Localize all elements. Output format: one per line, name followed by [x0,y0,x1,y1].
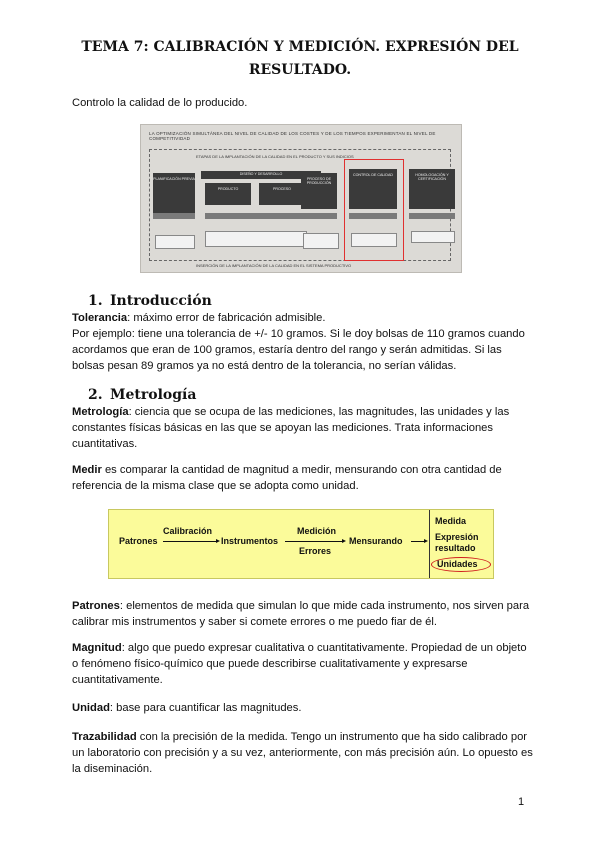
term: Trazabilidad [72,731,137,743]
definition: es comparar la cantidad de magnitud a medir, mensurando con otra cantidad de referencia de la misma clase que se adopta como unidad. [72,464,502,492]
flow-patrones: Patrones [119,536,158,546]
section-heading-metrologia [88,387,196,403]
term: Patrones [72,600,120,612]
intro-text: Controlo la calidad de lo producido. [72,97,248,109]
flow-unidades: Unidades [437,559,478,569]
page-title: TEMA 7: CALIBRACIÓN Y MEDICIÓN. EXPRESIÓN DEL RESULTADO. [81,39,519,78]
section-heading-introduccion [88,293,212,309]
definition: con la precisión de la medida. Tengo un instrumento que ha sido calibrado por un laboratorio con precisión y a su vez, anteriormente, con más precisión aún. Lo opuesto es la diseminación. [72,731,533,775]
trazabilidad-definition [72,729,534,777]
definition: : base para cuantificar las magnitudes. [109,702,302,714]
block-1: PLANIFICACIÓN PREVIA [153,173,195,213]
tolerancia-example: Por ejemplo: tiene una tolerancia de +/- 10 gramos. Si le doy bolsas de 110 gramos cuando acordamos que eran de 100 gramos, estaría dentro del rango y serán admitidas. Si las bolsas pesan 89 gramos ya no está dentro de la tolerancia, no serían válidas. [72,328,525,372]
flow-expresion: Expresión [435,532,479,542]
flow-errores: Errores [299,546,332,556]
definition: : máximo error de fabricación admisible. [127,312,326,324]
note-box-3 [303,233,339,249]
section-title: Introducción [110,293,212,309]
arrow-icon [163,541,217,542]
bracket-line [429,510,430,578]
note-box-1 [155,235,195,249]
section-number: 2. [88,387,103,403]
note-box-5 [411,231,455,243]
block-3: PROCESO [259,183,305,205]
sub-block-2 [205,213,305,219]
term: Medir [72,464,102,476]
flow-mensurando: Mensurando [349,536,403,546]
header-block: DISEÑO Y DESARROLLO [201,171,321,179]
quality-stages-figure [140,124,462,273]
term: Magnitud [72,642,122,654]
measurement-flow-figure [108,509,494,579]
block-5: CONTROL DE CALIDAD [349,169,397,209]
arrow-icon [285,541,343,542]
sub-block-5 [409,213,455,219]
note-box-2 [205,231,307,247]
sub-block-3 [301,213,337,219]
term: Metrología [72,406,129,418]
section-title: Metrología [110,387,197,403]
flow-medicion: Medición [297,526,337,536]
patrones-definition [72,598,534,630]
unidad-definition [72,700,534,716]
metrologia-definition [72,404,534,452]
magnitud-definition [72,640,534,688]
definition: : ciencia que se ocupa de las mediciones, las magnitudes, las unidades y las constantes físicas básicas en las que se apoyan las mediciones. Trata informaciones cuantitativas. [72,406,510,450]
figure-stages-caption: ETAPAS DE LA IMPLANTACIÓN DE LA CALIDAD EN EL PRODUCTO Y SUS INDICIOS [196,154,354,159]
flow-resultado: resultado [435,543,476,553]
flow-calibracion: Calibración [163,526,213,536]
medir-definition [72,462,534,494]
definition: : elementos de medida que simulan lo que mide cada instrumento, nos sirven para calibrar mis instrumentos y saber si comete errores o me puedo fiar de él. [72,600,530,628]
block-2: PRODUCTO [205,183,251,205]
arrow-icon [411,541,425,542]
sub-block-1 [153,213,195,219]
figure-top-caption: LA OPTIMIZACIÓN SIMULTÁNEA DEL NIVEL DE CALIDAD DE LOS COSTES Y DE LOS TIEMPOS EXPERIMENTAN EL NIVEL DE COMPETITIVIDAD [149,131,436,141]
block-4: PROCESO DE PRODUCCIÓN [301,173,337,209]
tolerancia-definition [72,310,534,326]
highlight-box [344,159,404,261]
block-6: HOMOLOGACIÓN Y CERTIFICACIÓN [409,169,455,209]
section-number: 1. [88,293,103,309]
term: Unidad [72,702,110,714]
definition: : algo que puedo expresar cualitativa o cuantitativamente. Propiedad de un objeto o fenómeno físico-químico que puede describirse cualitativamente y expresarse cuantitativamente. [72,642,527,686]
unidades-highlight-oval [431,557,491,572]
term: Tolerancia [72,312,128,324]
flow-instrumentos: Instrumentos [221,536,279,546]
flow-medida: Medida [435,516,467,526]
figure-bottom-caption: INSERCIÓN DE LA IMPLANTACIÓN DE LA CALIDAD EN EL SISTEMA PRODUCTIVO [196,263,352,268]
page-number: 1 [518,796,525,808]
